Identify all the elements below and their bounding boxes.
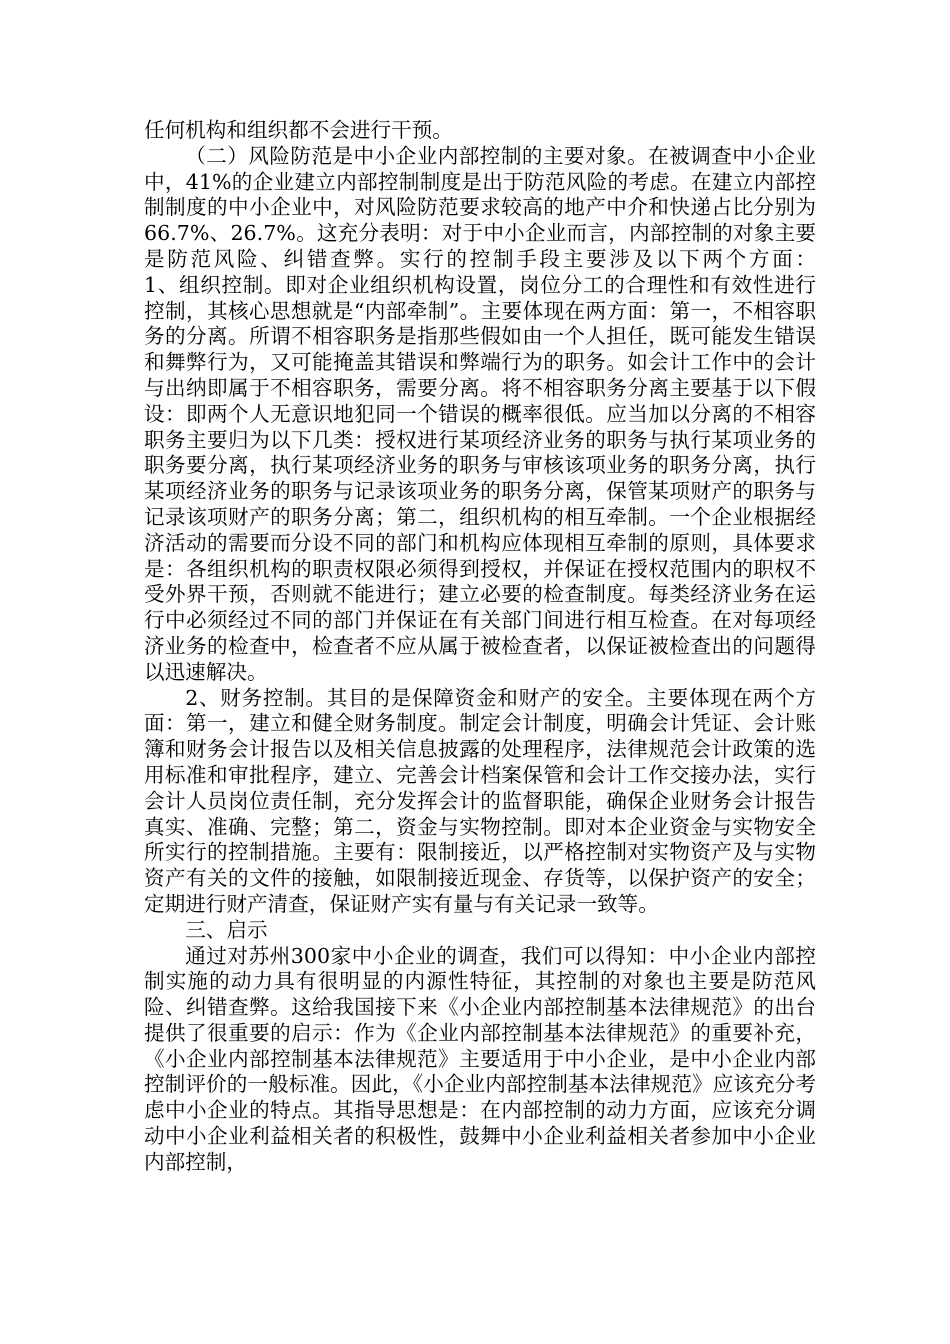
paragraph-financial-control: 2、财务控制。其目的是保障资金和财产的安全。主要体现在两个方面：第一，建立和健全财务制度。制定会计制度，明确会计凭证、会计账簿和财务会计报告以及相关信息披露的处理程序，法律规范会计政策的选用标准和审批程序，建立、完善会计档案保管和会计工作交接办法，实行会计人员岗位责任制，充分发挥会计的监督职能，确保企业财务会计报告真实、准确、完整；第二，资金与实物控制。即对本企业资金与实物安全所实行的控制措施。主要有：限制接近，以严格控制对实物资产及与实物资产有关的文件的接触，如限制接近现金、存货等，以保护资产的安全；定期进行财产清查，保证财产实有量与有关记录一致等。	[144, 685, 816, 916]
paragraph-insights: 通过对苏州300家中小企业的调查，我们可以得知：中小企业内部控制实施的动力具有很明显的内源性特征，其控制的对象也主要是防范风险、纠错查弊。这给我国接下来《小企业内部控制基本法律规范》的出台提供了很重要的启示：作为《企业内部控制基本法律规范》的重要补充，《小企业内部控制基本法律规范》主要适用于中小企业，是中小企业内部控制评价的一般标准。因此，《小企业内部控制基本法律规范》应该充分考虑中小企业的特点。其指导思想是：在内部控制的动力方面，应该充分调动中小企业利益相关者的积极性，鼓舞中小企业利益相关者参加中小企业内部控制，	[144, 943, 816, 1174]
paragraph-continuation: 任何机构和组织都不会进行干预。	[144, 118, 453, 142]
document-body	[144, 118, 882, 1176]
paragraph-risk-prevention: （二）风险防范是中小企业内部控制的主要对象。在被调查中小企业中，41%的企业建立内部控制制度是出于防范风险的考虑。在建立内部控制制度的中小企业中，对风险防范要求较高的地产中介和快递占比分别为66.7%、26.7%。这充分表明：对于中小企业而言，内部控制的对象主要是防范风险、纠错查弊。实行的控制手段主要涉及以下两个方面： 1、组织控制。即对企业组织机构设置，岗位分工的合理性和有效性进行控制，其核心思想就是“内部牵制”。主要体现在两方面：第一，不相容职务的分离。所谓不相容职务是指那些假如由一个人担任，既可能发生错误和舞弊行为，又可能掩盖其错误和弊端行为的职务。如会计工作中的会计与出纳即属于不相容职务，需要分离。将不相容职务分离主要基于以下假设：即两个人无意识地犯同一个错误的概率很低。应当加以分离的不相容职务主要归为以下几类：授权进行某项经济业务的职务与执行某项业务的职务要分离，执行某项经济业务的职务与审核该项业务的职务分离，执行某项经济业务的职务与记录该项业务的职务分离，保管某项财产的职务与记录该项财产的职务分离；第二，组织机构的相互牵制。一个企业根据经济活动的需要而分设不同的部门和机构应体现相互牵制的原则，具体要求是：各组织机构的职责权限必须得到授权，并保证在授权范围内的职权不受外界干预，否则就不能进行；建立必要的检查制度。每类经济业务在运行中必须经过不同的部门并保证在有关部门间进行相互检查。在对每项经济业务的检查中，检查者不应从属于被检查者，以保证被检查出的问题得以迅速解决。	[144, 143, 882, 684]
section-heading-insights: 三、启示	[185, 917, 268, 942]
